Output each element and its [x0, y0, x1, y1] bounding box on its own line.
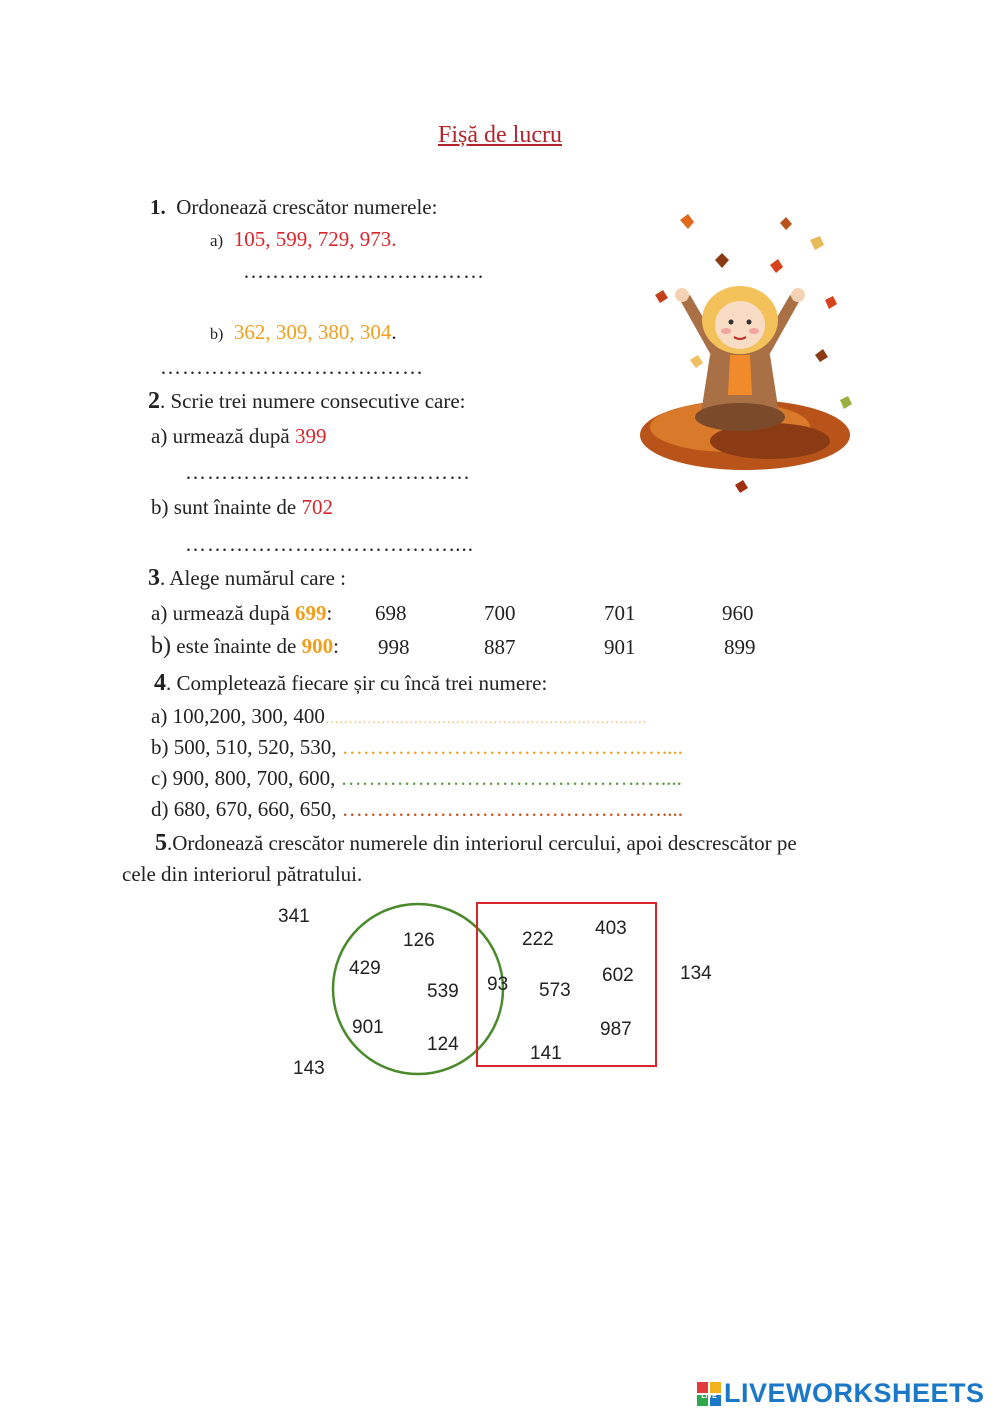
exercise-1b-answer-field[interactable]: ……………………………… [160, 355, 424, 379]
exercise-4b-answer-field[interactable]: …………………………………….….... [341, 735, 683, 759]
exercise-3a-option[interactable]: 960 [722, 601, 754, 625]
exercise-2a-number: 399 [295, 424, 327, 448]
venn-number-circle: 429 [349, 958, 381, 979]
exercise-3b-number: 900 [301, 634, 334, 658]
exercise-1-text: Ordonează crescător numerele: [176, 195, 438, 219]
exercise-2-number: 2 [148, 388, 160, 414]
exercise-1b-label: b) [210, 326, 224, 343]
exercise-4d-answer-field[interactable]: …………………………………….….... [341, 797, 683, 821]
exercise-3a-text: a) urmează după [151, 601, 295, 625]
venn-number-square: 403 [595, 918, 627, 939]
exercise-4c-label: c) 900, 800, 700, 600, [151, 766, 341, 790]
exercise-3b-text: este înainte de [171, 634, 302, 658]
exercise-3b-colon: : [333, 634, 339, 658]
liveworksheets-logo-icon [697, 1382, 721, 1406]
exercise-3a-option[interactable]: 700 [484, 601, 516, 625]
exercise-4c-answer-field[interactable]: …………………………………….….... [340, 766, 682, 790]
venn-number-outside: 341 [278, 906, 310, 927]
venn-number-circle: 539 [427, 981, 459, 1002]
exercise-3b-option[interactable]: 899 [724, 635, 756, 659]
exercise-4a-label: a) 100,200, 300, 400 [151, 704, 325, 728]
venn-number-square: 573 [539, 980, 571, 1001]
exercise-3b-option[interactable]: 887 [484, 635, 516, 659]
exercise-3a-colon: : [326, 601, 333, 625]
exercise-1b-period: . [391, 320, 397, 344]
exercise-5-text: .Ordonează crescător numerele din interiorul cercului, apoi descrescător pe [167, 831, 797, 855]
exercise-4-text: . Completează fiecare șir cu încă trei numere: [166, 671, 548, 695]
exercise-4d-label: d) 680, 670, 660, 650, [151, 797, 342, 821]
exercise-3b-option[interactable]: 998 [378, 635, 410, 659]
exercise-5-number: 5 [155, 830, 167, 856]
venn-number-circle: 901 [352, 1017, 384, 1038]
exercise-2b-answer-field[interactable]: ……………………………….... [185, 532, 474, 556]
exercise-3a-number: 699 [295, 601, 327, 625]
venn-number-square: 222 [522, 929, 554, 950]
exercise-1a-answer-field[interactable]: …………………………… [243, 259, 485, 283]
exercise-5-text-continued: cele din interiorul pătratului. [122, 862, 363, 886]
exercise-3b-label: b) [151, 633, 171, 659]
exercise-2a-text: a) urmează după [151, 424, 295, 448]
page-title: Fișă de lucru [438, 122, 562, 148]
exercise-1a-label: a) [210, 231, 224, 250]
exercise-3-number: 3 [148, 565, 160, 591]
venn-number-circle: 124 [427, 1034, 459, 1055]
venn-number-outside: 134 [680, 963, 712, 984]
exercise-2-text: . Scrie trei numere consecutive care: [160, 389, 466, 413]
exercise-1b-numbers: 362, 309, 380, 304 [233, 320, 392, 344]
venn-number-square: 987 [600, 1019, 632, 1040]
exercise-3b-option[interactable]: 901 [604, 635, 636, 659]
venn-number-intersection: 93 [487, 974, 509, 995]
exercise-2b-number: 702 [301, 495, 333, 519]
exercise-4b-label: b) 500, 510, 520, 530, [151, 735, 342, 759]
exercise-1-number: 1. [150, 195, 166, 219]
exercise-3-text: . Alege numărul care : [160, 566, 347, 590]
exercise-3a-option[interactable]: 698 [375, 601, 407, 625]
venn-number-circle: 126 [403, 930, 435, 951]
venn-number-outside: 143 [293, 1058, 325, 1079]
exercise-3a-option[interactable]: 701 [604, 601, 636, 625]
autumn-girl-illustration [630, 205, 870, 505]
exercise-4a-answer-field[interactable]: …………………………………………………………… [324, 712, 647, 727]
liveworksheets-brand-text: LIVEWORKSHEETS [724, 1378, 985, 1408]
venn-number-square: 602 [602, 965, 634, 986]
liveworksheets-badge-text: LIVE [701, 1392, 717, 1400]
exercise-1a-numbers: 105, 599, 729, 973. [233, 227, 397, 251]
exercise-4-number: 4 [154, 670, 166, 696]
venn-number-square: 141 [530, 1043, 562, 1064]
liveworksheets-logo [697, 1378, 985, 1409]
exercise-2a-answer-field[interactable]: ………………………………… [185, 460, 471, 484]
exercise-2b-text: b) sunt înainte de [151, 495, 302, 519]
